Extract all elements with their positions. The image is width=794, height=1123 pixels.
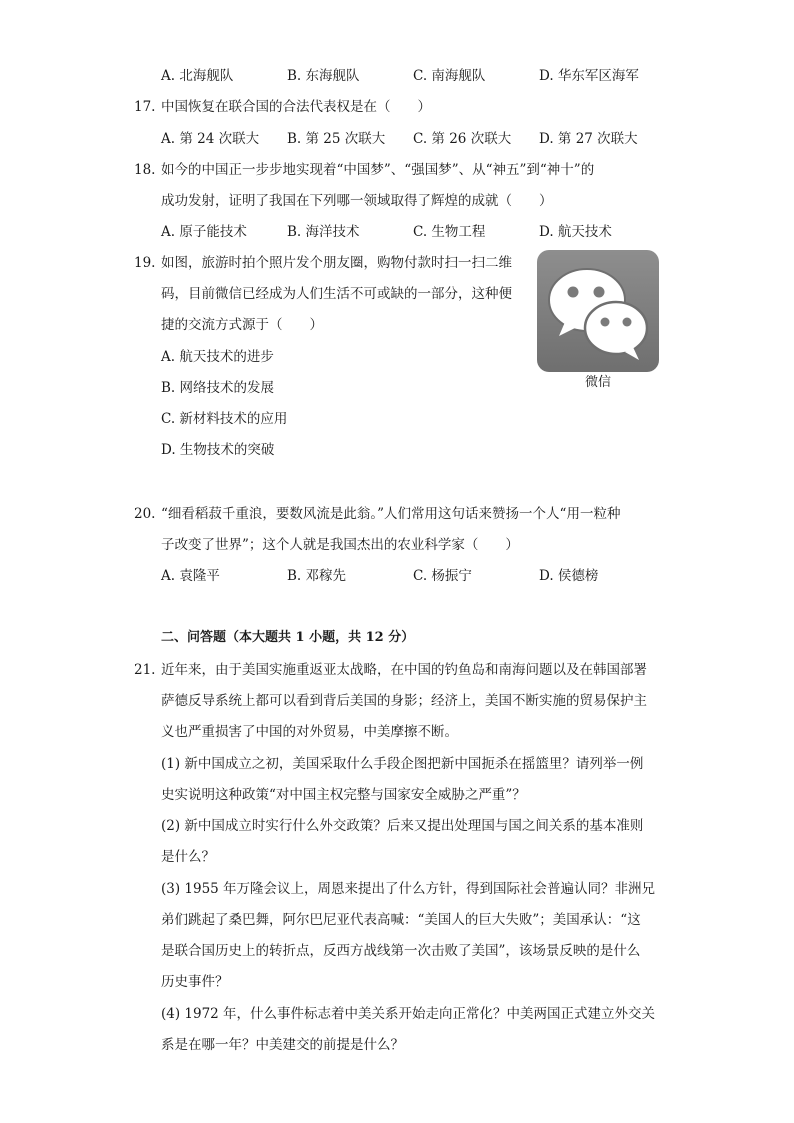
option-d: D. 华东军区海军: [539, 68, 639, 84]
question-stem-line: 子改变了世界”；这个人就是我国杰出的农业科学家（ ）: [161, 537, 519, 553]
question-number: 17.: [134, 99, 156, 115]
question-stem-line: 近年来，由于美国实施重返亚太战略，在中国的钓鱼岛和南海问题以及在韩国部署: [161, 662, 647, 678]
question-number: 19.: [134, 255, 156, 271]
sub-question-3-cont: 弟们跳起了桑巴舞，阿尔巴尼亚代表高喊：“美国人的巨大失败”；美国承认：“这: [161, 912, 641, 928]
option-a: A. 北海舰队: [161, 68, 234, 84]
question-stem-line: 码，目前微信已经成为人们生活不可或缺的一部分，这种便: [161, 286, 512, 302]
option-b: B. 海洋技术: [287, 224, 360, 240]
option-b: B. 网络技术的发展: [161, 380, 275, 396]
q20-options: [161, 567, 681, 585]
question-stem-line: 捷的交流方式源于（ ）: [161, 317, 323, 333]
option-d: D. 侯德榜: [539, 568, 599, 584]
sub-question-1: (1) 新中国成立之初，美国采取什么手段企图把新中国扼杀在摇篮里？请列举一例: [161, 756, 644, 772]
option-c: C. 南海舰队: [413, 68, 486, 84]
option-d: D. 航天技术: [539, 224, 612, 240]
q17-options: [161, 130, 681, 148]
option-d: D. 生物技术的突破: [161, 442, 275, 458]
question-stem: 中国恢复在联合国的合法代表权是在（ ）: [161, 99, 431, 115]
option-b: B. 东海舰队: [287, 68, 360, 84]
question-stem-line: 如今的中国正一步步地实现着“中国梦”、“强国梦”、从“神五”到“神十”的: [161, 162, 595, 178]
sub-question-4-cont: 系是在哪一年？中美建交的前提是什么？: [161, 1037, 404, 1053]
option-a: A. 航天技术的进步: [161, 349, 274, 365]
option-c: C. 第 26 次联大: [413, 131, 512, 147]
question-stem-line: 萨德反导系统上都可以看到背后美国的身影；经济上，美国不断实施的贸易保护主: [161, 693, 647, 709]
sub-question-1-cont: 史实说明这种政策“对中国主权完整与国家安全威胁之严重”？: [161, 787, 526, 803]
wechat-logo-icon: [537, 250, 659, 372]
option-b: B. 第 25 次联大: [287, 131, 386, 147]
option-a: A. 袁隆平: [161, 568, 220, 584]
image-caption: 微信: [584, 375, 611, 390]
sub-question-2-cont: 是什么？: [161, 849, 215, 865]
option-b: B. 邓稼先: [287, 568, 347, 584]
option-c: C. 新材料技术的应用: [161, 411, 288, 427]
sub-question-3-cont: 是联合国历史上的转折点，反西方战线第一次击败了美国”，该场景反映的是什么: [161, 943, 641, 959]
sub-question-2: (2) 新中国成立时实行什么外交政策？后来又提出处理国与国之间关系的基本准则: [161, 818, 644, 834]
q18-options: [161, 223, 681, 241]
sub-question-3-cont: 历史事件？: [161, 974, 229, 990]
option-c: C. 杨振宁: [413, 568, 472, 584]
question-stem-line: 义也严重损害了中国的对外贸易，中美摩擦不断。: [161, 724, 458, 740]
option-d: D. 第 27 次联大: [539, 131, 638, 147]
section-title: 二、问答题（本大题共 1 小题，共 12 分）: [161, 630, 415, 645]
option-a: A. 原子能技术: [161, 224, 247, 240]
q16-options: [161, 67, 681, 85]
sub-question-4: (4) 1972 年，什么事件标志着中美关系开始走向正常化？中美两国正式建立外交关: [161, 1006, 656, 1022]
option-a: A. 第 24 次联大: [161, 131, 260, 147]
question-stem-line: 成功发射，证明了我国在下列哪一领域取得了辉煌的成就（ ）: [161, 193, 553, 209]
question-stem-line: “细看稻菽千重浪，要数风流是此翁。”人们常用这句话来赞扬一个人“用一粒种: [161, 506, 621, 522]
option-c: C. 生物工程: [413, 224, 486, 240]
question-number: 18.: [134, 162, 156, 178]
question-stem-line: 如图，旅游时拍个照片发个朋友圈，购物付款时扫一扫二维: [161, 255, 512, 271]
sub-question-3: (3) 1955 年万隆会议上，周恩来提出了什么方针，得到国际社会普遍认同？非洲兄: [161, 881, 656, 897]
question-number: 20.: [134, 506, 156, 522]
question-number: 21.: [134, 662, 156, 678]
